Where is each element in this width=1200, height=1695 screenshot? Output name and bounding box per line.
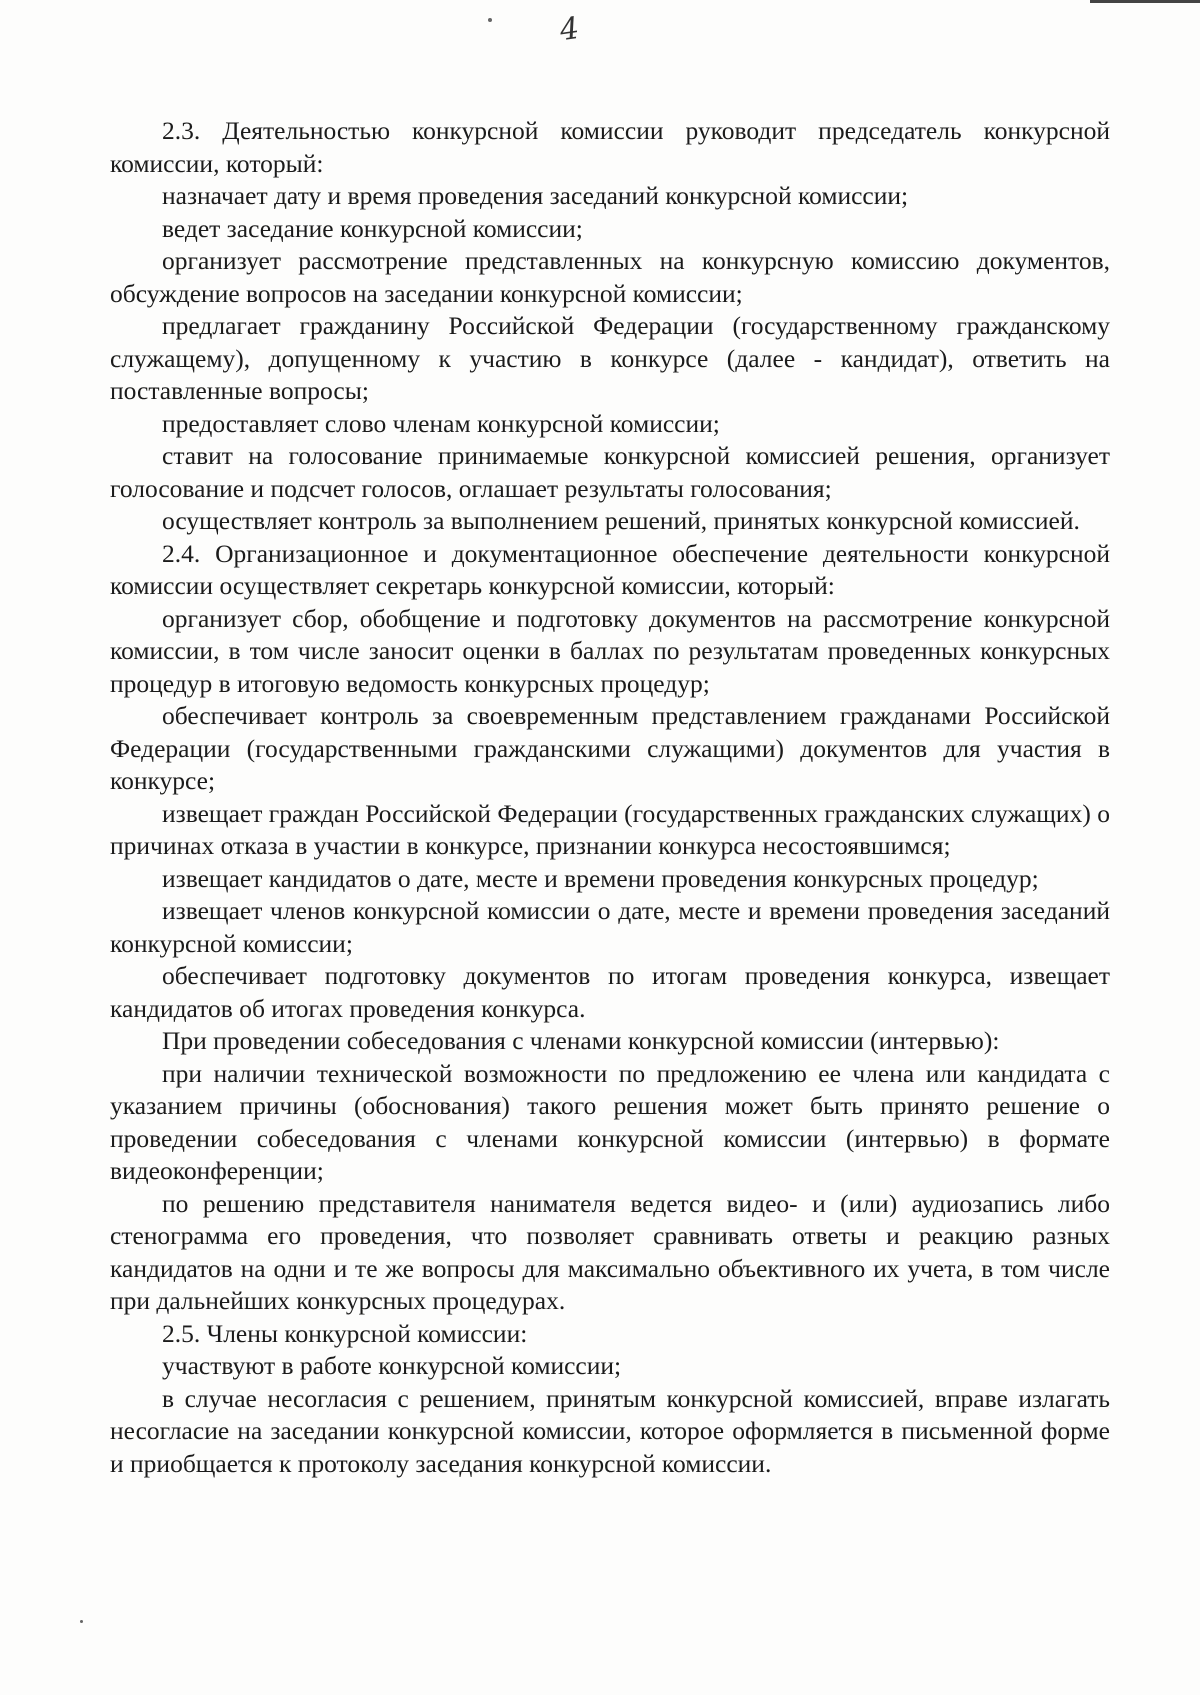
paragraph: ведет заседание конкурсной комиссии; xyxy=(162,213,583,243)
paragraph-2-3: 2.3. Деятельностью конкурсной комиссии руководит председатель конкурсной комиссии, который: xyxy=(110,116,1110,178)
scan-speck xyxy=(488,18,492,22)
paragraph: организует рассмотрение представленных на конкурсную комиссию документов, обсуждение вопросов на заседании конкурсной комиссии; xyxy=(110,246,1110,308)
paragraph: участвуют в работе конкурсной комиссии; xyxy=(162,1351,622,1380)
paragraph: по решению представителя нанимателя ведется видео- и (или) аудиозапись либо стенограмма его проведения, что позволяет сравнивать ответы и реакцию разных кандидатов на одни и те же вопросы для максимально объективного их учета, в том числе при дальнейших конкурсных процедурах. xyxy=(110,1188,1110,1315)
scan-edge-line xyxy=(1090,0,1200,3)
paragraph: осуществляет контроль за выполнением решений, принятых конкурсной комиссией. xyxy=(162,506,1080,535)
paragraph: ставит на голосование принимаемые конкурсной комиссией решения, организует голосование и подсчет голосов, оглашает результаты голосования; xyxy=(110,441,1110,503)
document-body xyxy=(110,115,1110,1480)
scan-speck xyxy=(80,1620,83,1623)
paragraph: извещает граждан Российской Федерации (государственных гражданских служащих) о причинах отказа в участии в конкурсе, признании конкурса несостоявшимся; xyxy=(110,798,1110,860)
paragraph: предоставляет слово членам конкурсной комиссии; xyxy=(162,408,720,438)
paragraph: предлагает гражданину Российской Федерации (государственному гражданскому служащему), допущенному к участию в конкурсе (далее - кандидат), ответить на поставленные вопросы; xyxy=(110,311,1110,405)
paragraph: при наличии технической возможности по предложению ее члена или кандидата с указанием причины (обоснования) такого решения может быть принято решение о проведении собеседования с членами конкурсной комиссии (интервью) в формате видеоконференции; xyxy=(110,1058,1110,1185)
page-number: 4 xyxy=(557,10,582,49)
paragraph-2-5: 2.5. Члены конкурсной комиссии: xyxy=(162,1318,528,1348)
paragraph: обеспечивает контроль за своевременным представлением гражданами Российской Федерации (государственными гражданскими служащими) документов для участия в конкурсе; xyxy=(110,701,1110,795)
paragraph: При проведении собеседования с членами конкурсной комиссии (интервью): xyxy=(162,1026,1000,1055)
paragraph: назначает дату и время проведения заседаний конкурсной комиссии; xyxy=(162,181,909,210)
paragraph: извещает членов конкурсной комиссии о дате, месте и времени проведения заседаний конкурсной комиссии; xyxy=(110,896,1110,958)
paragraph: обеспечивает подготовку документов по итогам проведения конкурса, извещает кандидатов об итогах проведения конкурса. xyxy=(110,961,1110,1023)
paragraph-2-4: 2.4. Организационное и документационное обеспечение деятельности конкурсной комиссии осуществляет секретарь конкурсной комиссии, который: xyxy=(110,538,1110,600)
paragraph: в случае несогласия с решением, принятым конкурсной комиссией, вправе излагать несогласие на заседании конкурсной комиссии, которое оформляется в письменной форме и приобщается к протоколу заседания конкурсной комиссии. xyxy=(110,1383,1110,1478)
paragraph: организует сбор, обобщение и подготовку документов на рассмотрение конкурсной комиссии, в том числе заносит оценки в баллах по результатам проведенных конкурсных процедур в итоговую ведомость конкурсных процедур; xyxy=(110,603,1110,698)
paragraph: извещает кандидатов о дате, месте и времени проведения конкурсных процедур; xyxy=(162,863,1039,893)
